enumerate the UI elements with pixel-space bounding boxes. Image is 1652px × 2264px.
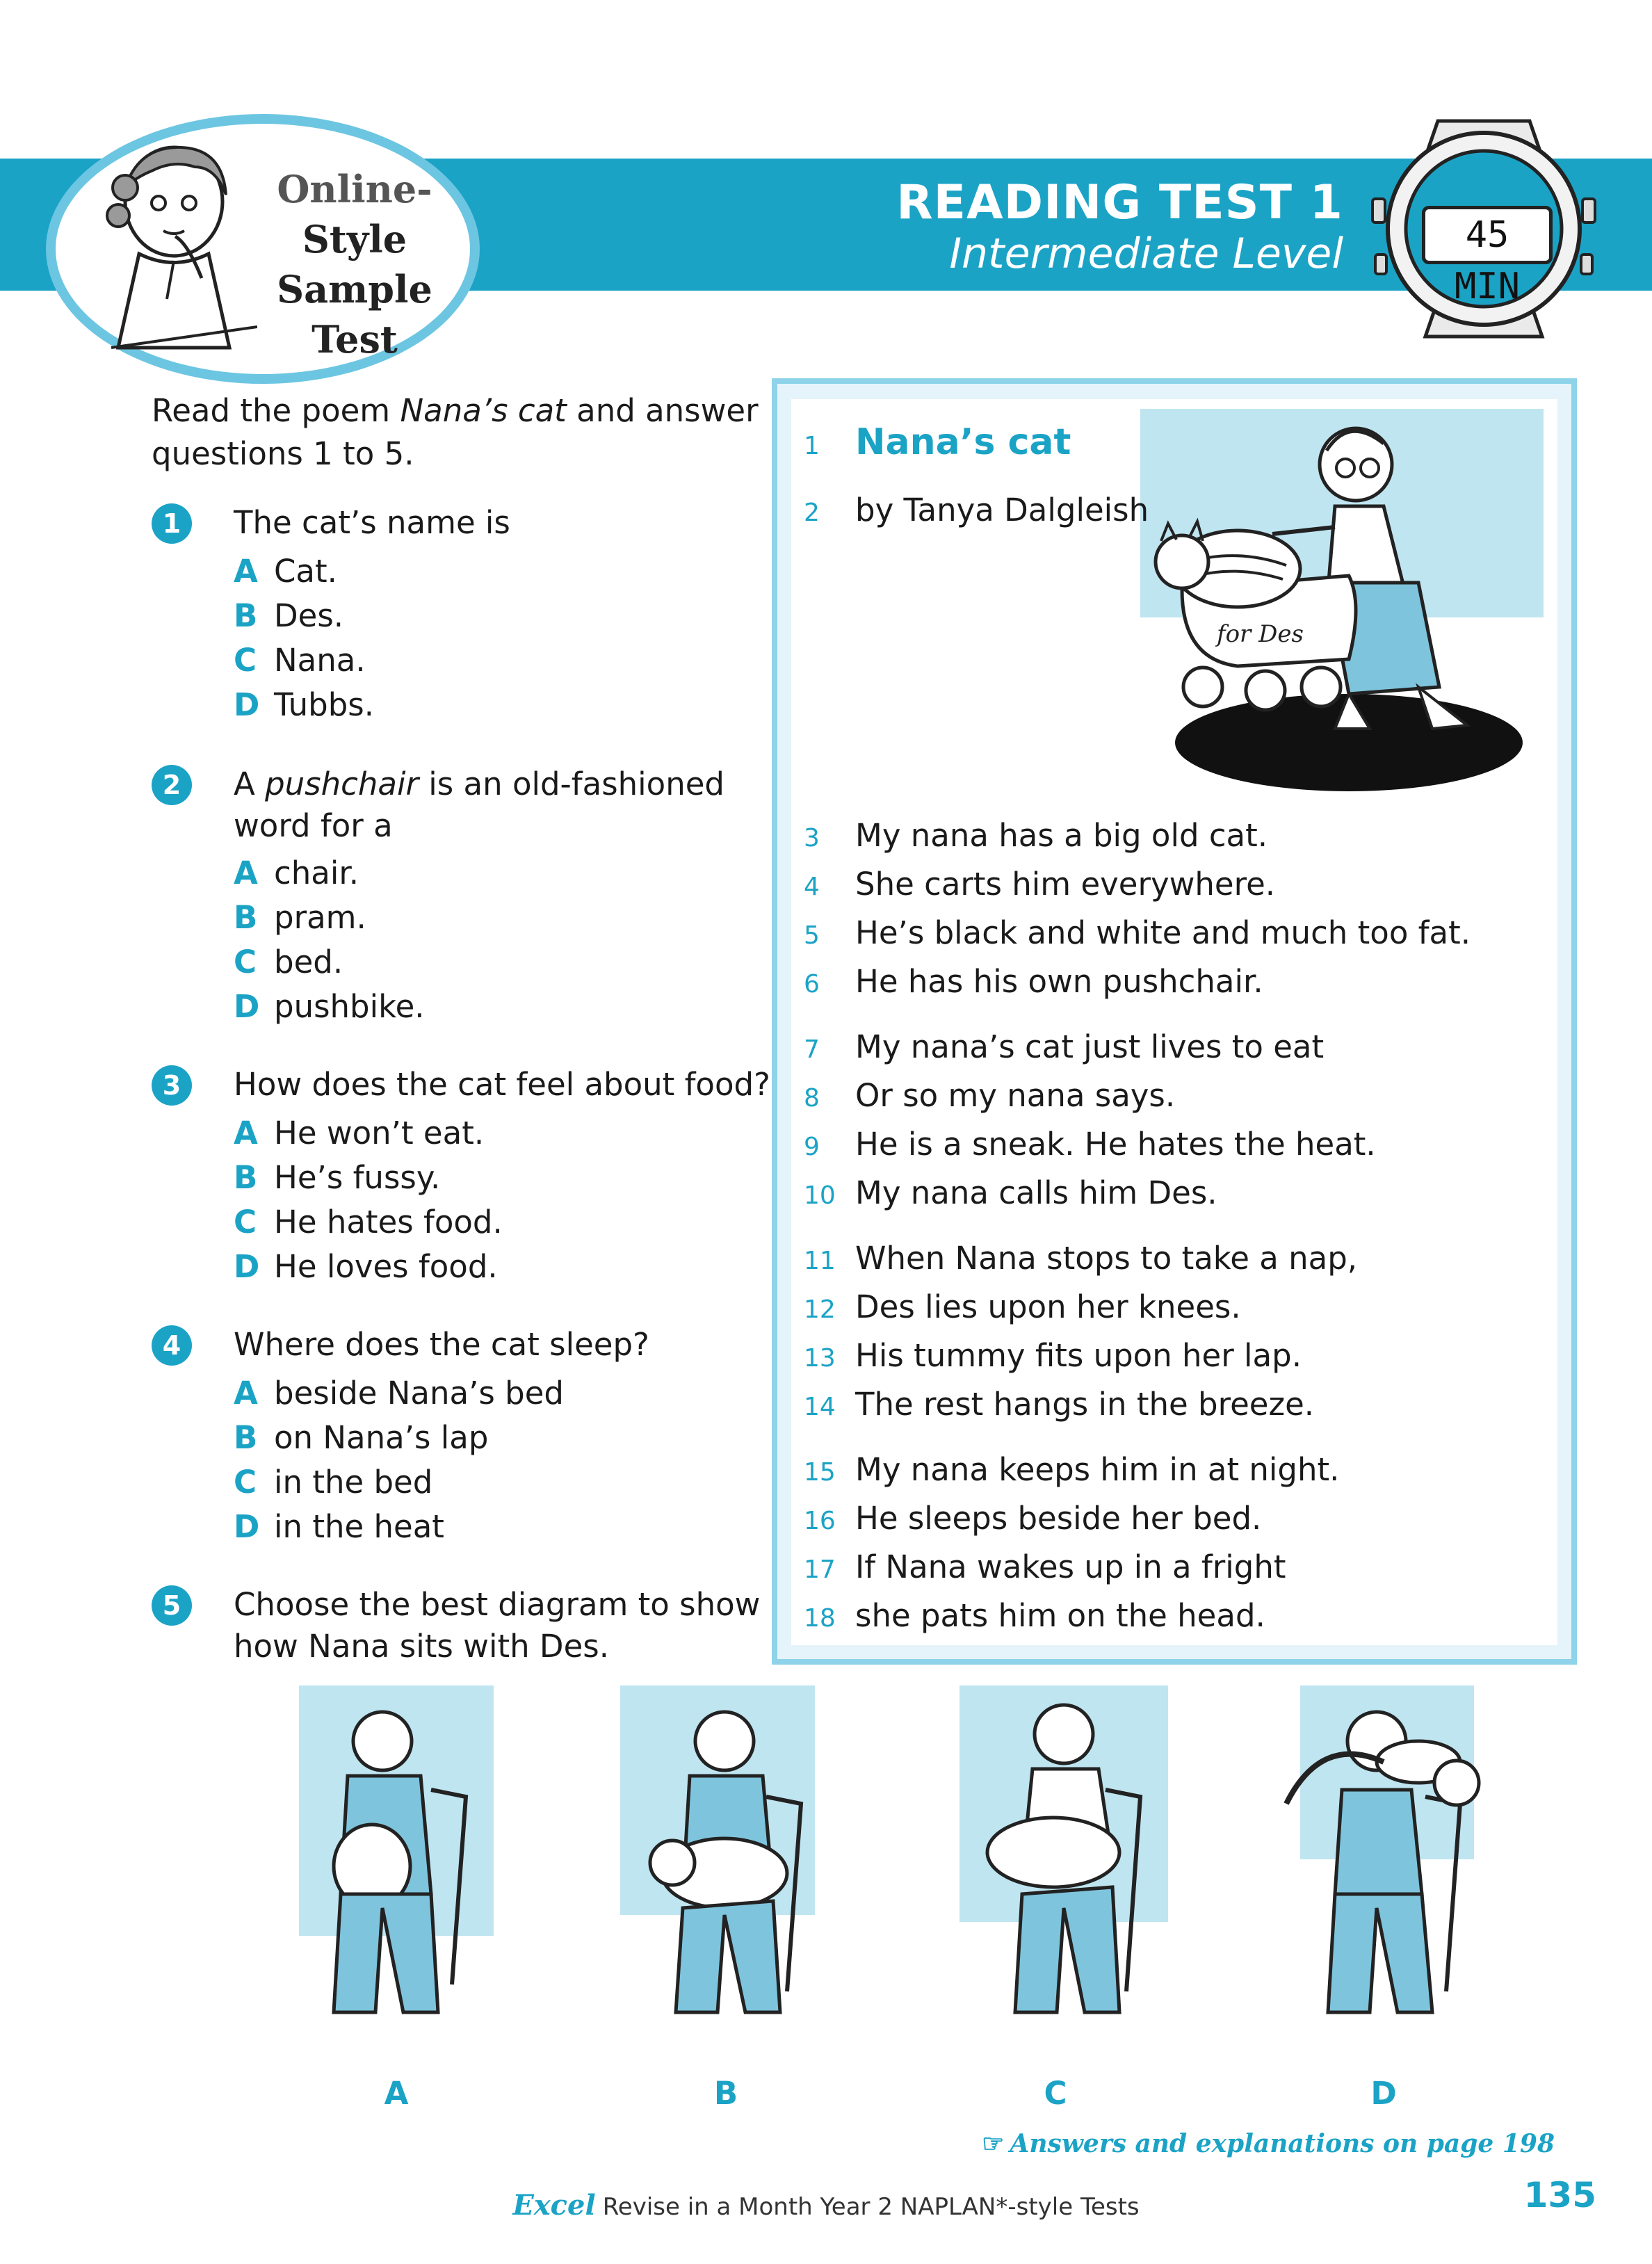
line-number: 16 (804, 1507, 836, 1535)
option-text: Cat. (274, 553, 337, 590)
line-text: He sleeps beside her bed. (855, 1500, 1262, 1537)
line-text: My nana keeps him in at night. (855, 1451, 1340, 1488)
option-text: He hates food. (274, 1204, 503, 1240)
line-text: He is a sneak. He hates the heat. (855, 1126, 1376, 1163)
option-letter: A (234, 855, 258, 891)
instructions-before: Read the poem (152, 392, 400, 429)
option-b[interactable] (234, 897, 366, 939)
option-letter: B (234, 1419, 258, 1456)
option-text: on Nana’s lap (274, 1419, 489, 1456)
poem-line (804, 1172, 1569, 1217)
line-number: 10 (804, 1181, 836, 1210)
question-number-badge: 4 (152, 1325, 192, 1366)
publisher-brand: Excel (512, 2189, 596, 2222)
option-letter: A (234, 1375, 258, 1412)
option-letter: B (234, 597, 258, 634)
line-number: 7 (804, 1035, 820, 1064)
line-text: My nana has a big old cat. (855, 817, 1268, 854)
option-text: pram. (274, 899, 366, 936)
line-text: she pats him on the head. (855, 1597, 1265, 1634)
poem-line (804, 1449, 1569, 1494)
poem-line (804, 961, 1569, 1005)
answers-reference (982, 2129, 1555, 2158)
line-number: 5 (804, 921, 820, 950)
option-d[interactable] (234, 684, 374, 726)
instructions-poem-name: Nana’s cat (400, 392, 567, 429)
line-number: 3 (804, 824, 820, 852)
option-b[interactable] (234, 595, 343, 637)
option-c[interactable] (234, 941, 343, 983)
poem-line (804, 912, 1569, 957)
option-text: He loves food. (274, 1248, 498, 1285)
poem-line (804, 1546, 1569, 1591)
diagram-a[interactable] (292, 1685, 501, 2047)
line-number: 4 (804, 873, 820, 901)
option-letter: D (234, 988, 260, 1025)
line-number: 15 (804, 1458, 836, 1487)
line-number: 13 (804, 1344, 836, 1373)
option-d[interactable] (234, 1246, 498, 1288)
option-letter: D (234, 1508, 260, 1545)
poem-line (804, 1026, 1569, 1071)
option-text: He’s fussy. (274, 1159, 441, 1196)
option-a[interactable] (234, 852, 359, 894)
page-title: READING TEST 1 (896, 175, 1343, 230)
pram-label: for Des (1217, 620, 1304, 648)
question-number-badge: 5 (152, 1585, 192, 1626)
line-text: The rest hangs in the breeze. (855, 1386, 1315, 1423)
question-text: The cat’s name is (234, 504, 510, 541)
question-text (234, 763, 734, 847)
line-number: 17 (804, 1555, 836, 1584)
poem-line (804, 1286, 1569, 1331)
poem-line (804, 1124, 1569, 1168)
question-text-before: A (234, 766, 266, 802)
option-text: pushbike. (274, 988, 425, 1025)
line-text: Or so my nana says. (855, 1077, 1176, 1114)
timer-display: 45 MIN (1422, 206, 1553, 264)
option-letter: C (234, 944, 257, 980)
option-text: He won’t eat. (274, 1115, 485, 1151)
line-text: When Nana stops to take a nap, (855, 1240, 1358, 1277)
option-b[interactable] (234, 1157, 440, 1199)
option-b[interactable] (234, 1417, 488, 1459)
line-text: Des lies upon her knees. (855, 1288, 1241, 1325)
poem-line (804, 1384, 1569, 1428)
poem-title: Nana’s cat (855, 421, 1071, 463)
question-text: Choose the best diagram to show how Nana sits with Des. (234, 1586, 761, 1665)
line-text: If Nana wakes up in a fright (855, 1549, 1286, 1585)
line-number: 14 (804, 1393, 836, 1421)
poem-line (804, 1075, 1569, 1119)
option-text: chair. (274, 855, 359, 891)
option-c[interactable] (234, 1202, 503, 1243)
option-letter: D (234, 686, 260, 723)
question-number-badge: 2 (152, 765, 192, 805)
page-number: 135 (1523, 2175, 1596, 2215)
instructions-after: and answer questions 1 to 5. (152, 392, 759, 472)
instructions (152, 389, 763, 476)
line-number: 11 (804, 1247, 836, 1275)
line-number: 8 (804, 1084, 820, 1113)
diagram-b-label: B (713, 2075, 738, 2112)
option-c[interactable] (234, 640, 366, 681)
page-title-block (896, 177, 1343, 278)
line-number: 18 (804, 1604, 836, 1633)
line-text: He has his own pushchair. (855, 963, 1263, 1000)
option-text: in the heat (274, 1508, 444, 1545)
option-text: Nana. (274, 642, 366, 679)
option-d[interactable] (234, 1506, 444, 1548)
diagram-c[interactable] (959, 1685, 1168, 2047)
option-letter: C (234, 1204, 257, 1240)
line-number: 9 (804, 1133, 820, 1161)
poem-line-2 (804, 490, 1569, 534)
diagram-b[interactable] (620, 1685, 829, 2047)
option-d[interactable] (234, 986, 425, 1028)
line-text: She carts him everywhere. (855, 866, 1276, 903)
option-c[interactable] (234, 1462, 432, 1503)
question-text-after: is an old-fashioned word for a (234, 766, 724, 844)
option-text: Tubbs. (274, 686, 375, 723)
diagram-d[interactable] (1279, 1685, 1488, 2047)
badge-line-3: Test (311, 317, 398, 362)
page-footer (0, 2189, 1652, 2222)
poem-line (804, 1595, 1569, 1640)
nana-pushing-pram-illustration (1140, 409, 1544, 798)
question-number-badge: 3 (152, 1065, 192, 1106)
option-letter: D (234, 1248, 260, 1285)
answers-reference-text: Answers and explanations on page 198 (1010, 2129, 1555, 2158)
line-number: 1 (804, 432, 820, 460)
option-letter: C (234, 642, 257, 679)
question-text: Where does the cat sleep? (234, 1326, 649, 1363)
option-letter: B (234, 899, 258, 936)
option-letter: C (234, 1464, 257, 1501)
option-a[interactable] (234, 551, 337, 592)
option-a[interactable] (234, 1113, 484, 1154)
poem-line (804, 815, 1569, 859)
option-text: Des. (274, 597, 344, 634)
line-text: His tummy fits upon her lap. (855, 1337, 1302, 1374)
diagram-a-label: A (384, 2075, 409, 2112)
page-subtitle: Intermediate Level (949, 229, 1343, 278)
poem-line-1 (804, 421, 1569, 467)
poem-line (804, 864, 1569, 908)
book-title: Revise in a Month Year 2 NAPLAN*-style Tests (602, 2193, 1140, 2221)
option-letter: A (234, 553, 258, 590)
option-text: bed. (274, 944, 343, 980)
pointing-hand-icon: ☞ (982, 2129, 1005, 2158)
line-text: My nana’s cat just lives to eat (855, 1028, 1325, 1065)
poem-line (804, 1498, 1569, 1542)
badge-text (236, 164, 473, 364)
diagram-c-label: C (1044, 2075, 1067, 2112)
line-number: 6 (804, 970, 820, 998)
option-letter: A (234, 1115, 258, 1151)
poem-line (804, 1335, 1569, 1380)
question-text: How does the cat feel about food? (234, 1066, 770, 1103)
poem-author: by Tanya Dalgleish (855, 492, 1149, 528)
left-edge-rule (0, 159, 4, 291)
option-text: beside Nana’s bed (274, 1375, 564, 1412)
question-number-badge: 1 (152, 503, 192, 544)
badge-line-1: Online- (277, 167, 432, 211)
line-number: 12 (804, 1295, 836, 1324)
option-letter: B (234, 1159, 258, 1196)
question-text-italic: pushchair (265, 766, 419, 802)
poem-line (804, 1238, 1569, 1282)
badge-line-2: Style Sample (277, 217, 432, 312)
option-text: in the bed (274, 1464, 433, 1501)
diagram-d-label: D (1370, 2075, 1397, 2112)
line-text: He’s black and white and much too fat. (855, 914, 1471, 951)
girl-thinking-illustration (97, 139, 257, 369)
option-a[interactable] (234, 1373, 564, 1414)
line-text: My nana calls him Des. (855, 1174, 1217, 1211)
line-number: 2 (804, 499, 820, 527)
